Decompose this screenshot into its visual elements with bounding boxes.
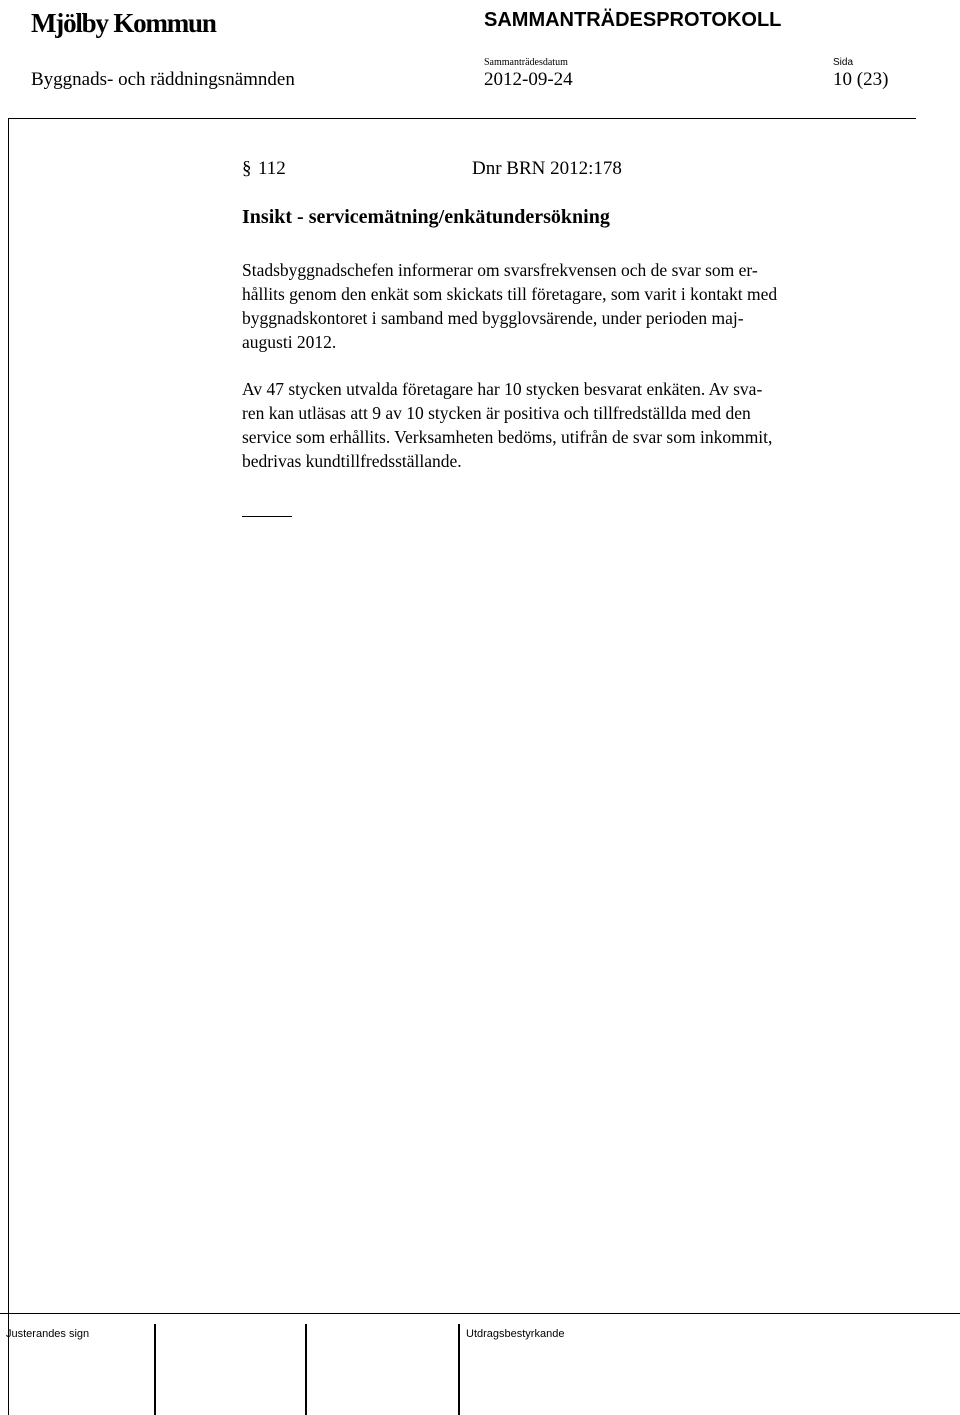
section-heading: Insikt - servicemätning/enkätundersökning	[242, 206, 610, 228]
left-margin-rule	[8, 118, 9, 1415]
organization-name: Mjölby Kommun	[31, 8, 216, 38]
text-line: Stadsbyggnadschefen informerar om svarsfrekvensen och de svar som er-	[242, 260, 758, 280]
text-line: service som erhållits. Verksamheten bedöms, utifrån de svar som inkommit,	[242, 427, 773, 447]
section-number: 112	[258, 158, 286, 179]
text-line: hållits genom den enkät som skickats till företagare, som varit i kontakt med	[242, 284, 778, 304]
signature-label: Justerandes sign	[6, 1328, 90, 1340]
text-line: byggnadskontoret i samband med bygglovsärende, under perioden maj-	[242, 308, 744, 328]
footer-divider	[0, 1313, 960, 1314]
text-line: ren kan utläsas att 9 av 10 stycken är positiva och tillfredställda med den	[242, 403, 751, 423]
text-line: augusti 2012.	[242, 332, 337, 352]
signature-box-divider	[305, 1324, 307, 1415]
page-number: 10 (23)	[833, 69, 889, 90]
diary-number: Dnr BRN 2012:178	[472, 158, 622, 179]
meeting-date: 2012-09-24	[484, 69, 573, 90]
page-label: Sida	[833, 57, 854, 68]
signature-box-divider	[458, 1324, 460, 1415]
header-divider	[8, 118, 916, 119]
paragraph-2	[242, 377, 892, 473]
section-symbol: §	[242, 158, 252, 179]
text-line: Av 47 stycken utvalda företagare har 10 stycken besvarat enkäten. Av sva-	[242, 379, 763, 399]
extract-certification-label: Utdragsbestyrkande	[466, 1328, 565, 1340]
document-title: SAMMANTRÄDESPROTOKOLL	[484, 9, 782, 31]
text-line: bedrivas kundtillfredsställande.	[242, 451, 462, 471]
section-end-rule	[242, 516, 292, 517]
date-label: Sammanträdesdatum	[484, 57, 568, 68]
signature-box-divider	[154, 1324, 156, 1415]
paragraph-1	[242, 258, 892, 354]
committee-name: Byggnads- och räddningsnämnden	[31, 69, 295, 90]
